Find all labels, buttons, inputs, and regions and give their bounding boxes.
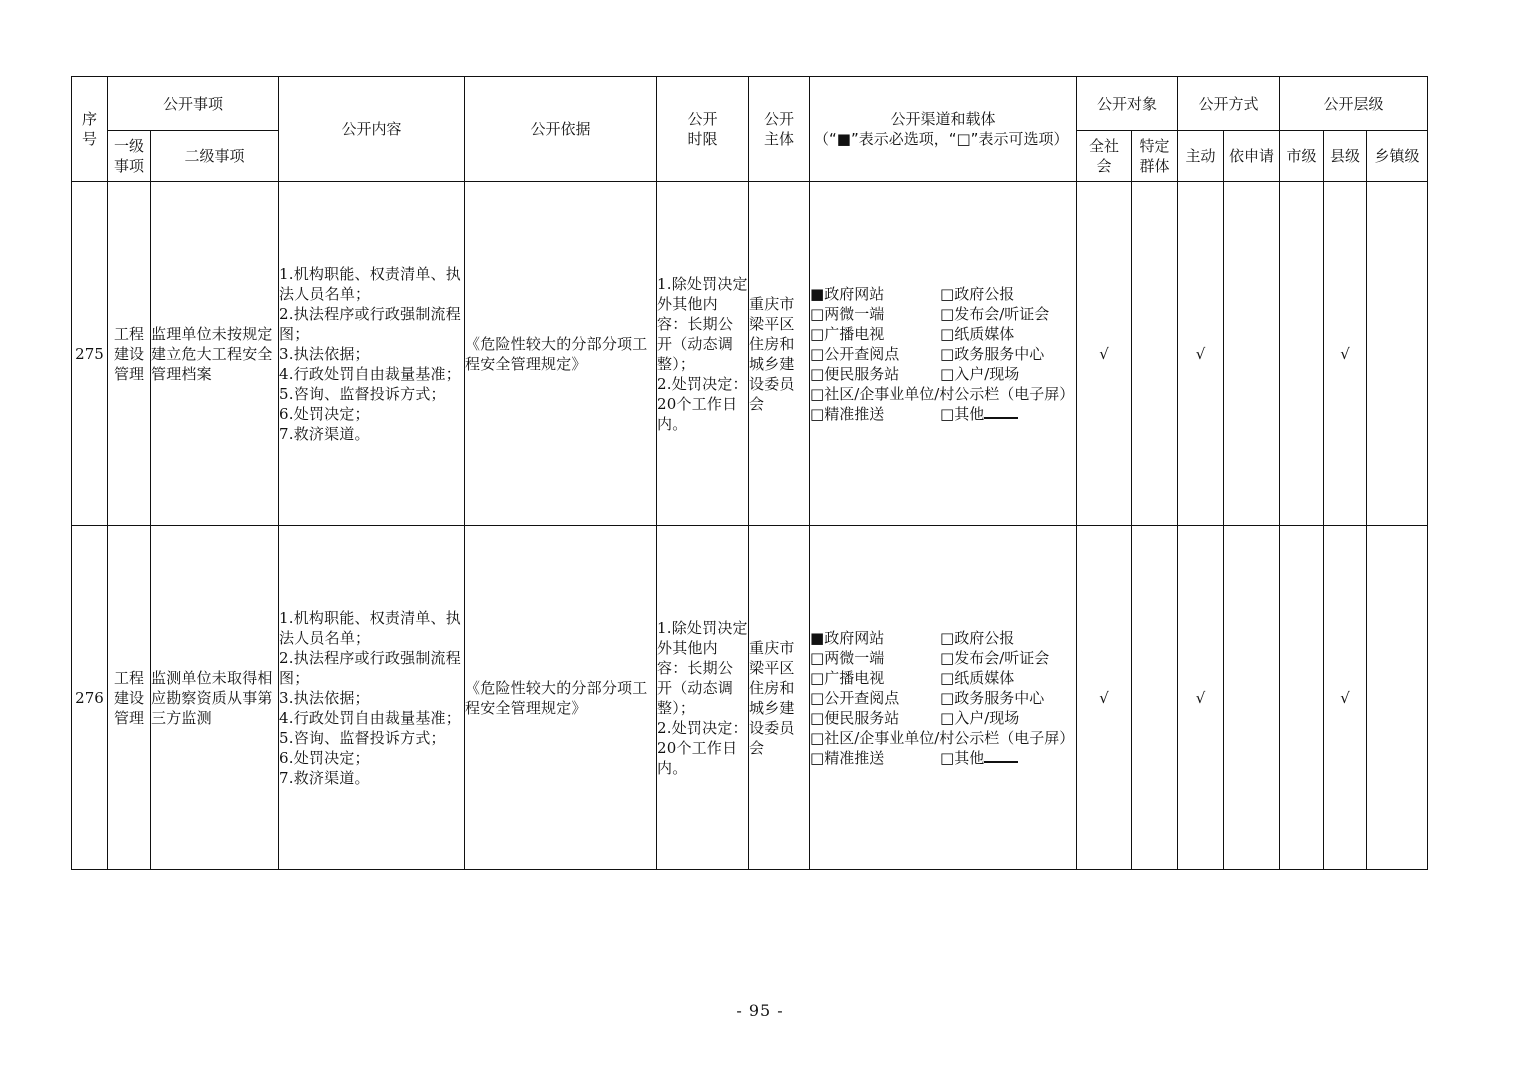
row-level1: 工程建设管理 (108, 526, 151, 870)
channel-option: ■政府网站 (810, 284, 885, 303)
row-level2: 监测单位未取得相应勘察资质从事第三方监测 (151, 526, 279, 870)
row-method-active: √ (1178, 182, 1224, 526)
header-level-county: 县级 (1324, 131, 1367, 182)
row-basis: 《危险性较大的分部分项工程安全管理规定》 (465, 182, 657, 526)
header-row-1 (72, 77, 1428, 131)
channel-option-other: □其他 (940, 404, 1018, 424)
header-items: 公开事项 (108, 77, 279, 131)
row-audience-specific (1132, 526, 1178, 870)
row-level-county: √ (1324, 182, 1367, 526)
channel-option: □入户/现场 (940, 708, 1020, 727)
channel-option: □两微一端 (810, 304, 885, 323)
row-method-request (1224, 526, 1280, 870)
header-basis: 公开依据 (465, 77, 657, 182)
header-channels-note: （“■”表示必选项，“□”表示可选项） (814, 130, 1069, 148)
header-level1: 一级事项 (108, 131, 151, 182)
header-level-town: 乡镇级 (1367, 131, 1428, 182)
channel-option: □广播电视 (810, 324, 885, 343)
channel-option: □政务服务中心 (940, 688, 1045, 707)
channel-option: □发布会/听证会 (940, 648, 1050, 667)
blank-underline (984, 405, 1018, 419)
row-level2: 监理单位未按规定建立危大工程安全管理档案 (151, 182, 279, 526)
row-audience-all: √ (1077, 526, 1132, 870)
channel-option-other: □其他 (940, 748, 1018, 768)
row-audience-all: √ (1077, 182, 1132, 526)
header-subject: 公开主体 (749, 77, 810, 182)
header-level: 公开层级 (1280, 77, 1428, 131)
row-method-active: √ (1178, 526, 1224, 870)
channel-option: □便民服务站 (810, 364, 900, 383)
header-channels-title: 公开渠道和载体 (890, 110, 996, 128)
row-subject: 重庆市梁平区住房和城乡建设委员会 (749, 182, 810, 526)
row-seq: 275 (72, 182, 108, 526)
header-level2: 二级事项 (151, 131, 279, 182)
header-content: 公开内容 (279, 77, 465, 182)
header-audience: 公开对象 (1077, 77, 1178, 131)
row-channels (810, 526, 1077, 870)
row-level-town (1367, 182, 1428, 526)
channel-option: □两微一端 (810, 648, 885, 667)
header-channels (810, 77, 1077, 182)
channel-option: □精准推送 (810, 748, 885, 767)
channel-option: □政府公报 (940, 628, 1015, 647)
table-row (72, 526, 1428, 870)
channel-option: □发布会/听证会 (940, 304, 1050, 323)
header-seq: 序号 (72, 77, 108, 182)
row-channels (810, 182, 1077, 526)
row-level-city (1280, 182, 1324, 526)
channel-option: □纸质媒体 (940, 668, 1015, 687)
header-method-request: 依申请 (1224, 131, 1280, 182)
channel-option: □精准推送 (810, 404, 885, 423)
header-audience-all: 全社会 (1077, 131, 1132, 182)
row-subject: 重庆市梁平区住房和城乡建设委员会 (749, 526, 810, 870)
header-level-city: 市级 (1280, 131, 1324, 182)
row-basis: 《危险性较大的分部分项工程安全管理规定》 (465, 526, 657, 870)
channel-option: □社区/企事业单位/村公示栏（电子屏） (810, 384, 1075, 403)
row-level-town (1367, 526, 1428, 870)
channel-option: □入户/现场 (940, 364, 1020, 383)
table-row (72, 182, 1428, 526)
channel-option: □公开查阅点 (810, 688, 900, 707)
header-time-limit: 公开时限 (657, 77, 749, 182)
channel-option: □公开查阅点 (810, 344, 900, 363)
header-method: 公开方式 (1178, 77, 1280, 131)
row-time-limit: 1.除处罚决定外其他内容：长期公开（动态调整）； 2.处罚决定：20个工作日内。 (657, 182, 749, 526)
row-content: 1.机构职能、权责清单、执法人员名单； 2.执法程序或行政强制流程图； 3.执法依据； 4.行政处罚自由裁量基准； 5.咨询、监督投诉方式； 6.处罚决定； 7.救济渠道。 (279, 182, 465, 526)
channel-option: □政府公报 (940, 284, 1015, 303)
header-method-active: 主动 (1178, 131, 1224, 182)
channel-option: ■政府网站 (810, 628, 885, 647)
page-number: - 95 - (736, 1001, 784, 1020)
channel-option: □政务服务中心 (940, 344, 1045, 363)
header-audience-specific: 特定群体 (1132, 131, 1178, 182)
channel-option: □便民服务站 (810, 708, 900, 727)
row-level-county: √ (1324, 526, 1367, 870)
blank-underline (984, 749, 1018, 763)
row-content: 1.机构职能、权责清单、执法人员名单； 2.执法程序或行政强制流程图； 3.执法依据； 4.行政处罚自由裁量基准； 5.咨询、监督投诉方式； 6.处罚决定； 7.救济渠道。 (279, 526, 465, 870)
channel-option: □广播电视 (810, 668, 885, 687)
row-level1: 工程建设管理 (108, 182, 151, 526)
channel-option: □纸质媒体 (940, 324, 1015, 343)
row-method-request (1224, 182, 1280, 526)
row-level-city (1280, 526, 1324, 870)
row-audience-specific (1132, 182, 1178, 526)
row-seq: 276 (72, 526, 108, 870)
row-time-limit: 1.除处罚决定外其他内容：长期公开（动态调整）； 2.处罚决定：20个工作日内。 (657, 526, 749, 870)
disclosure-table (71, 76, 1428, 870)
channel-option: □社区/企事业单位/村公示栏（电子屏） (810, 728, 1075, 747)
